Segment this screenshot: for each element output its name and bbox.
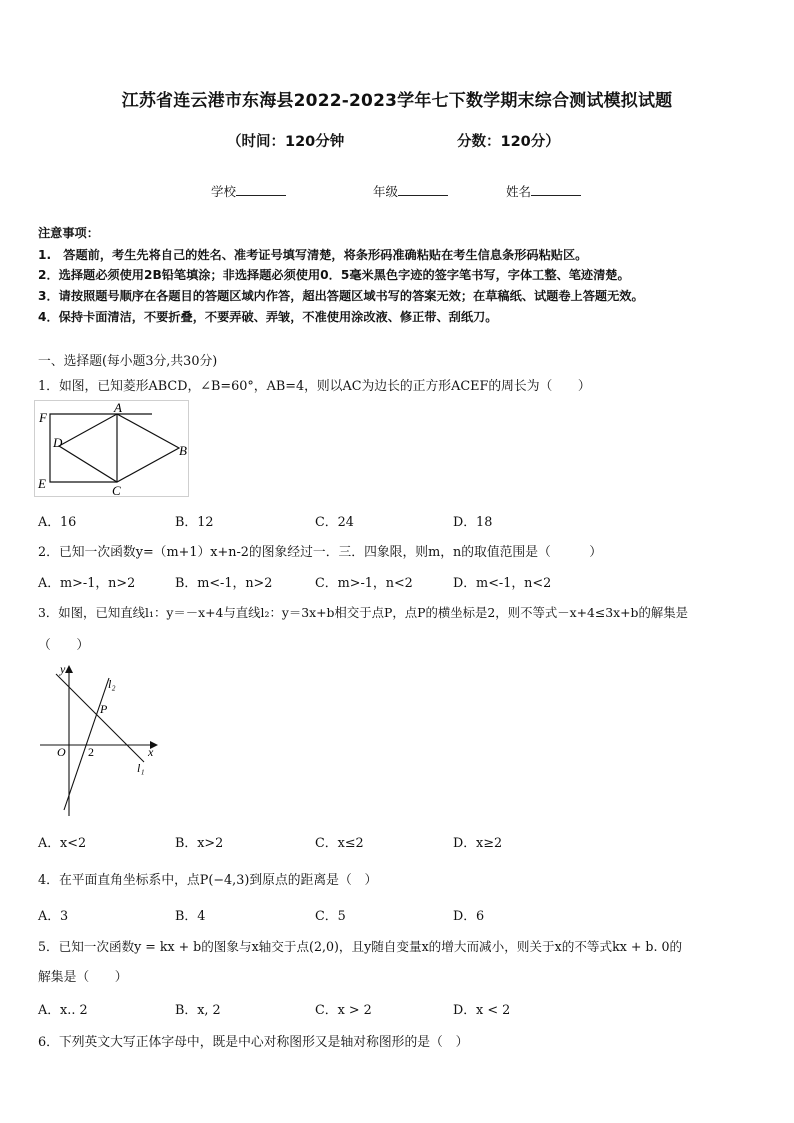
question-3-stem-cont: （ ） — [38, 638, 90, 653]
page-title: 江苏省连云港市东海县2022-2023学年七下数学期末综合测试模拟试题 — [121, 91, 673, 111]
exam-score: 分数：120分） — [457, 134, 560, 150]
question-2-stem: 2．已知一次函数y=（m+1）x+n-2的图象经过一．三．四象限，则m，n的取值范围是（ ） — [38, 545, 603, 560]
question-3-stem: 3．如图，已知直线l₁：y＝－x+4与直线l₂：y＝3x+b相交于点P，点P的横坐标是2，则不等式－x+4≤3x+b的解集是 — [38, 605, 689, 620]
question-4-stem: 4．在平面直角坐标系中，点P(−4,3)到原点的距离是（ ） — [38, 873, 378, 888]
q5-option-b[interactable]: B．x, 2 — [175, 1003, 221, 1018]
q2-option-d[interactable]: D．m<-1，n<2 — [453, 576, 552, 591]
label-a: A — [114, 400, 122, 415]
label-e: E — [38, 476, 46, 491]
label-c: C — [112, 483, 121, 498]
label-d: D — [53, 435, 63, 450]
q2-option-b[interactable]: B．m<-1，n>2 — [175, 576, 273, 591]
question-5-stem: 5．已知一次函数y = kx + b的图象与x轴交于点(2,0)，且y随自变量x的增大而减小，则关于x的不等式kx + b. 0的 — [38, 939, 683, 954]
name-blank[interactable] — [531, 183, 581, 196]
q3-option-b[interactable]: B．x>2 — [175, 836, 224, 851]
q5-option-d[interactable]: D．x < 2 — [453, 1003, 511, 1018]
notice-heading: 注意事项： — [38, 226, 99, 240]
question-5-stem-cont: 解集是（ ） — [38, 970, 128, 985]
q1-option-c[interactable]: C．24 — [315, 515, 354, 530]
q1-option-a[interactable]: A．16 — [38, 515, 77, 530]
q5-option-c[interactable]: C．x > 2 — [315, 1003, 372, 1018]
label-y: y — [60, 662, 66, 676]
notice-item-2: 2．选择题必须使用2B铅笔填涂；非选择题必须使用0．5毫米黑色字迹的签字笔书写，字体工整、笔迹清楚。 — [38, 268, 630, 282]
exam-time: （时间：120分钟 — [227, 134, 345, 150]
q4-option-a[interactable]: A．3 — [38, 909, 69, 924]
section-heading: 一、选择题(每小题3分,共30分) — [38, 354, 218, 369]
grade-blank[interactable] — [398, 183, 448, 196]
rhombus-figure — [34, 400, 190, 498]
label-f: F — [39, 410, 47, 425]
notice-item-1: 1. 答题前，考生先将自己的姓名、准考证号填写清楚，将条形码准确粘贴在考生信息条形码粘贴区。 — [38, 248, 588, 262]
label-2: 2 — [88, 745, 94, 759]
label-l2: l₂ — [108, 677, 116, 691]
school-field[interactable]: 学校 — [211, 182, 286, 200]
question-1-stem: 1．如图，已知菱形ABCD，∠B=60°，AB=4，则以AC为边长的正方形ACEF的周长为（ ） — [38, 379, 591, 394]
q2-option-a[interactable]: A．m>-1，n>2 — [38, 576, 136, 591]
q4-option-b[interactable]: B．4 — [175, 909, 206, 924]
name-field[interactable]: 姓名 — [506, 182, 581, 200]
q3-option-c[interactable]: C．x≤2 — [315, 836, 364, 851]
line-graph-figure — [36, 660, 166, 820]
rhombus-edges — [59, 414, 179, 482]
label-l1: l₁ — [137, 761, 145, 775]
label-x: x — [148, 745, 154, 759]
label-o: O — [57, 745, 66, 759]
q3-option-a[interactable]: A．x<2 — [38, 836, 87, 851]
notice-item-3: 3．请按照题号顺序在各题目的答题区域内作答，超出答题区域书写的答案无效；在草稿纸、试题卷上答题无效。 — [38, 289, 644, 303]
school-blank[interactable] — [236, 183, 286, 196]
line-l2 — [64, 678, 109, 810]
grade-field[interactable]: 年级 — [373, 182, 448, 200]
y-axis-arrow — [65, 665, 73, 673]
q3-option-d[interactable]: D．x≥2 — [453, 836, 503, 851]
q4-option-c[interactable]: C．5 — [315, 909, 346, 924]
q1-option-b[interactable]: B．12 — [175, 515, 214, 530]
q4-option-d[interactable]: D．6 — [453, 909, 485, 924]
q5-option-a[interactable]: A．x.. 2 — [38, 1003, 88, 1018]
q1-option-d[interactable]: D．18 — [453, 515, 493, 530]
label-b: B — [179, 443, 187, 458]
question-6-stem: 6．下列英文大写正体字母中，既是中心对称图形又是轴对称图形的是（ ） — [38, 1035, 469, 1050]
label-p: P — [100, 702, 108, 716]
q2-option-c[interactable]: C．m>-1，n<2 — [315, 576, 413, 591]
notice-item-4: 4．保持卡面清洁，不要折叠，不要弄破、弄皱，不准使用涂改液、修正带、刮纸刀。 — [38, 310, 498, 324]
